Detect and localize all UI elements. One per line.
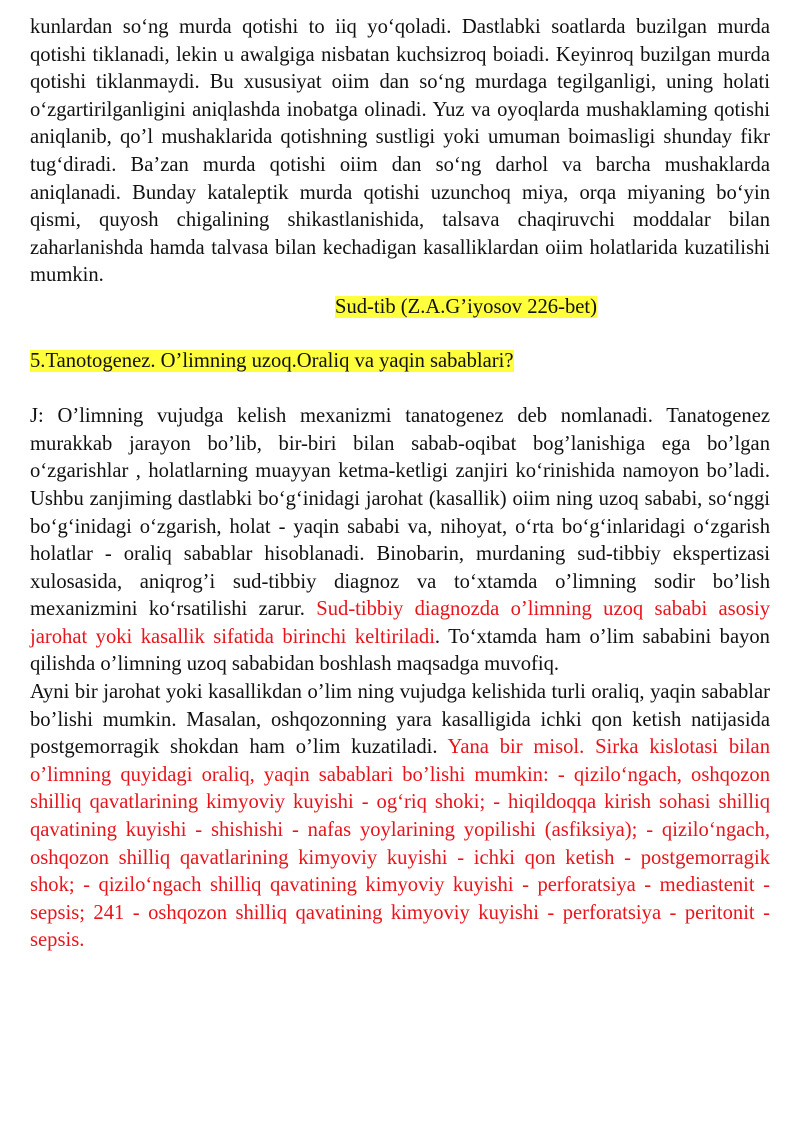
answer-block xyxy=(30,403,770,955)
question-line xyxy=(30,348,770,376)
answer-paragraph-2 xyxy=(30,679,770,955)
answer-paragraph-1 xyxy=(30,403,770,679)
answer-p2-red-text: Yana bir misol. Sirka kislotasi bilan o’limning quyidagi oraliq, yaqin sabablari bo’lishi mumkin: - qizilo‘ngach, oshqozon shilliq qavatlarining kimyoviy kuyishi - og‘riq shoki; - hiqildoqqa kirish sohasi shilliq qavatining kuyishi - shishishi - nafas yoylarining yopilishi (asfiksiya); - qizilo‘ngach, oshqozon shilliq qavatlarining kimyoviy kuyishi - ichki qon ketish - postgemorragik shok; - qizilo‘ngach shilliq qavatining kimyoviy kuyishi - perforatsiya - mediastenit - sepsis; 241 - oshqozon shilliq qavatining kimyoviy kuyishi - perforatsiya - peritonit - sepsis. xyxy=(30,736,770,952)
source-reference-line xyxy=(30,294,770,322)
top-paragraph: kunlardan so‘ng murda qotishi to iiq yo‘qoladi. Dastlabki soatlarda buzilgan murda qotishi tiklanadi, lekin u awalgiga nisbatan kuchsizroq boiadi. Keyinroq buzilgan murda qotishi tiklanmaydi. Bu xususiyat oiim dan so‘ng murdaga tegilganligi, uning holati o‘zgartirilganligini aniqlashda inobatga olinadi. Yuz va oyoqlarda mushaklaming qotishi aniqlanib, qo’l mushaklarida qotishning sustligi yoki umuman boimasligi shunday fikr tug‘diradi. Ba’zan murda qotishi oiim dan so‘ng darhol va barcha mushaklarda aniqlanadi. Bunday kataleptik murda qotishi uzunchoq miya, orqa miyaning bo‘yin qismi, quyosh chigalining shikastlanishida, talsava chaqiruvchi moddalar bilan zaharlanishda hamda talvasa bilan kechadigan kasalliklardan oiim holatlarida kuzatilishi mumkin. xyxy=(30,16,770,287)
answer-p1-text: J: O’limning vujudga kelish mexanizmi tanatogenez deb nomlanadi. Tanatogenez murakkab jarayon bo’lib, bir-biri bilan sabab-oqibat bog’lanishiga ega bo’lgan o‘zgarishlar , holatlarning muayyan ketma-ketligi zanjiri ko‘rinishida namoyon bo’ladi. Ushbu zanjiming dastlabki bo‘g‘inidagi jarohat (kasallik) oiim ning uzoq sababi, so‘nggi bo‘g‘inidagi o‘zgarish, holat - yaqin sababi va, nihoyat, o‘rta bo‘g‘inlaridagi o‘zgarish holatlar - oraliq sabablar hisoblanadi. Binobarin, murdaning sud-tibbiy ekspertizasi xulosasida, aniqrog’i sud-tibbiy diagnoz va to‘xtamda o’limning sodir bo’lish mexanizmini ko‘rsatilishi zarur. xyxy=(30,405,770,621)
question-heading: 5.Tanotogenez. O’limning uzoq.Oraliq va yaqin sabablari? xyxy=(30,349,514,372)
answer-p1-red-text: Sud-tibbiy diagnozda o’limning uzoq sababi asosiy jarohat yoki kasallik sifatida birinchi keltiriladi xyxy=(30,598,771,648)
source-reference: Sud-tib (Z.A.G’iyosov 226-bet) xyxy=(335,295,597,318)
answer-p2-text: Ayni bir jarohat yoki kasallikdan o’lim ning vujudga kelishida turli oraliq, yaqin sabablar bo’lishi mumkin. Masalan, oshqozonning yara kasalligida ichki qon ketish natijasida postgemorragik shokdan ham o’lim kuzatiladi. xyxy=(30,681,770,759)
answer-p1-tail: . To‘xtamda ham o’lim sababini bayon qilishda o’limning uzoq sababidan boshlash maqsadga muvofiq. xyxy=(30,625,770,676)
document-page xyxy=(30,14,770,955)
